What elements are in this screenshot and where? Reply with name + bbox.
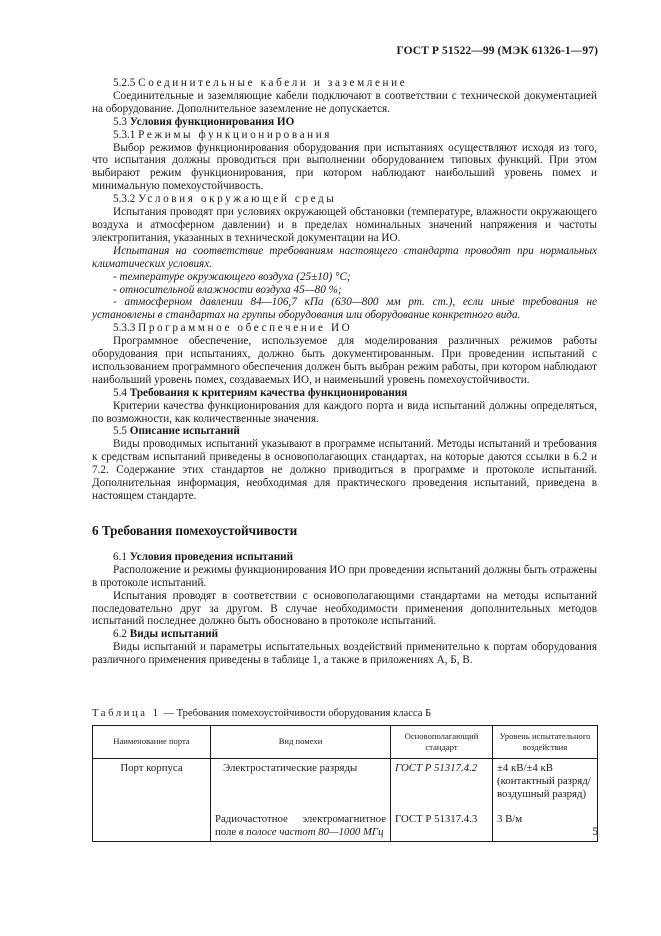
- section-5-4-heading: 5.4 Требования к критериям качества функционирования: [113, 386, 408, 399]
- section-5-3-3-heading: 5.3.3 Программное обеспечение ИО: [113, 322, 353, 335]
- section-6-1-heading: 6.1 Условия проведения испытаний: [113, 550, 294, 563]
- noise-cell: Электростатические разряды: [211, 758, 391, 802]
- table-header-cell: Вид помехи: [211, 725, 391, 758]
- section-5-2-5-text: Соединительные и заземляющие кабели подключают в соответствии с технической документацией на оборудование. Дополнительное заземление не допускается.: [92, 89, 597, 115]
- table-header-row: [93, 725, 598, 758]
- table-header-cell: Наименование порта: [93, 725, 211, 758]
- condition-humidity: - относительной влажности воздуха 45—80 %;: [113, 283, 342, 296]
- section-5-3-2-text: Испытания проводят при условиях окружающей обстановки (температуре, влажности окружающего воздуха и атмосферном давлении) и в пределах номинальных значений напряжения и частоты электропитания, указанных в технической документации на ИО.: [92, 206, 597, 244]
- noise-cell: Радиочастотное электромагнитное поле в полосе частот 80—1000 МГц: [211, 803, 391, 841]
- section-6-1-text-2: Испытания проводят в соответствии с основополагающими стандартами на методы испытаний последовательно друг за другом. В случае необходимости применения дополнительных методов испытаний последнее должно быть обосновано в протоколе испытаний.: [92, 589, 597, 628]
- section-5-3-3-text: Программное обеспечение, используемое для моделирования различных режимов работы оборудования при испытаниях, должно быть документированным. При проведении испытаний с использованием программного обеспечения должен быть выбран режим работы, при котором наблюдают наибольший уровень помех, создаваемых ИО, и наименьший уровень помехоустойчивости.: [92, 335, 597, 386]
- section-5-2-5-heading: 5.2.5 Соединительные кабели и заземление: [113, 77, 408, 89]
- page-header: ГОСТ Р 51522—99 (МЭК 61326-1—97): [396, 45, 598, 57]
- section-6-heading: 6 Требования помехоустойчивости: [92, 522, 298, 538]
- section-5-3-2-italic-intro: Испытания на соответствие требованиям настоящего стандарта проводят при нормальных климатических условиях.: [92, 244, 597, 270]
- port-cell: Порт корпуса: [93, 758, 211, 802]
- table-row: [93, 758, 598, 802]
- section-6-2-heading: 6.2 Виды испытаний: [113, 628, 219, 641]
- condition-pressure: - атмосферном давлении 84—106,7 кПа (630—800 мм рт. ст.), если иные требования не установлены в стандартах на группы оборудования или оборудование конкретного вида.: [92, 296, 597, 322]
- table-caption: Таблица 1 — Требования помехоустойчивости оборудования класса Б: [92, 708, 432, 720]
- table-header-cell: Основополагающий стандарт: [391, 725, 493, 758]
- section-5-3-1-heading: 5.3.1 Режимы функционирования: [113, 128, 333, 141]
- section-5-3-2-heading: 5.3.2 Условия окружающей среды: [113, 193, 337, 206]
- immunity-requirements-table: [92, 725, 598, 842]
- page-number: 5: [592, 826, 598, 838]
- level-cell: 3 В/м: [493, 803, 598, 841]
- section-6-1-text-1: Расположение и режимы функционирования ИО при проведении испытаний должны быть отражены в протоколе испытаний.: [92, 563, 597, 589]
- section-5-3-heading: 5.3 Условия функционирования ИО: [113, 115, 295, 128]
- document-body: [92, 77, 597, 842]
- condition-temperature: - температуре окружающего воздуха (25±10) °С;: [113, 270, 351, 283]
- table-row: [93, 803, 598, 841]
- standard-cell: ГОСТ Р 51317.4.3: [391, 803, 493, 841]
- section-5-3-1-text: Выбор режимов функционирования оборудования при испытаниях осуществляют исходя из того, что испытания должны проводиться при выполнении оборудованием типовых функций. При этом выбирают режим функционирования, при котором наблюдают наибольший уровень помех и минимальную помехоустойчивость.: [92, 141, 597, 193]
- section-6-2-text: Виды испытаний и параметры испытательных воздействий применительно к портам оборудования различного применения приведены в таблице 1, а также в приложениях А, Б, В.: [92, 641, 597, 667]
- section-5-5-heading: 5.5 Описание испытаний: [113, 425, 240, 438]
- section-5-4-text: Критерии качества функционирования для каждого порта и вида испытаний должны определяться, по возможности, как количественные значения.: [92, 399, 597, 425]
- port-cell: [93, 803, 211, 841]
- level-cell: ±4 кВ/±4 кВ (контактный разряд/воздушный разряд): [493, 758, 598, 802]
- section-5-5-text: Виды проводимых испытаний указывают в программе испытаний. Методы испытаний и требования к средствам испытаний приведены в основополагающих стандартах, на которые даются ссылки в 6.2 и 7.2. Содержание этих стандартов не должно приводиться в программе и протоколе испытаний. Дополнительная информация, необходимая для практического проведения испытаний, приведена в настоящем стандарте.: [92, 438, 597, 502]
- standard-cell: ГОСТ Р 51317.4.2: [391, 758, 493, 802]
- table-header-cell: Уровень испытательного воздействия: [493, 725, 598, 758]
